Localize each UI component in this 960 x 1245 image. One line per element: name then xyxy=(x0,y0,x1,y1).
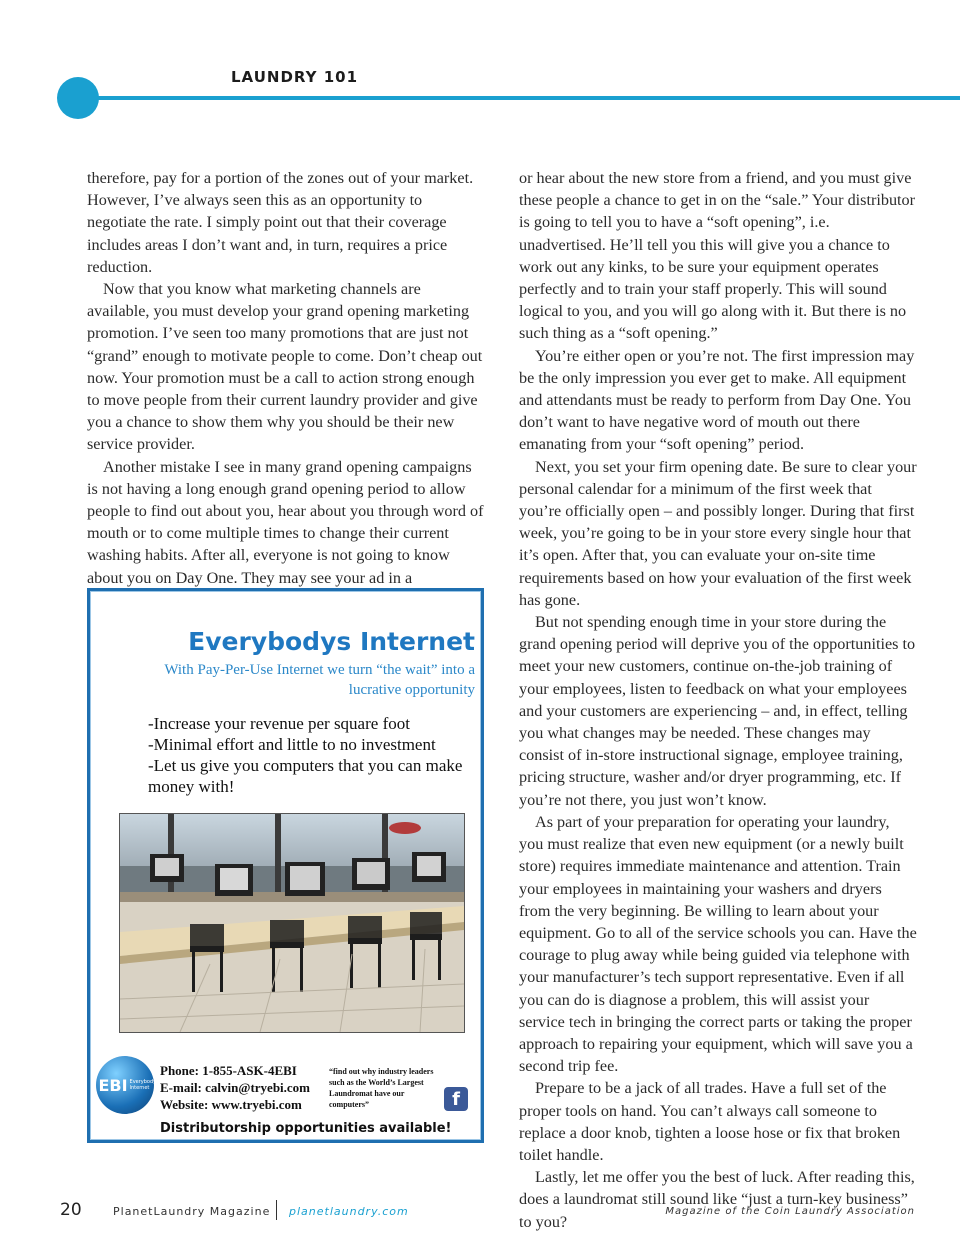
left-article-column xyxy=(87,167,485,611)
ad-distributorship-callout: Distributorship opportunities available! xyxy=(160,1121,452,1136)
ad-contact-info xyxy=(160,1062,310,1113)
article-paragraph: Another mistake I see in many grand opening campaigns is not having a long enough grand opening period to allow people to find out about you, hear about you through word of mouth or to come multiple times to change their current washing habits. After all, everyone is not going to know about you on Day One. They may see your ad in a xyxy=(87,457,484,587)
article-paragraph: Prepare to be a jack of all trades. Have a full set of the proper tools on hand. You can’t always call someone to replace a door knob, tighten a loose hose or fix that broken toilet handle. xyxy=(519,1079,901,1164)
ad-benefit-item: -Minimal effort and little to no investment xyxy=(148,735,436,754)
ad-phone: Phone: 1-855-ASK-4EBI xyxy=(160,1063,297,1078)
ebi-logo-subtext: Everybodys Internet xyxy=(129,1079,159,1091)
article-paragraph: Lastly, let me offer you the best of luck. After reading this, does a laundromat still sound like “just a turn-key business” to you? xyxy=(519,1168,915,1231)
section-title: LAUNDRY 101 xyxy=(231,68,359,86)
footer-magazine-name: PlanetLaundry Magazine xyxy=(113,1205,271,1218)
header-rule xyxy=(70,96,960,100)
ad-title: Everybodys Internet xyxy=(188,627,475,656)
page-number: 20 xyxy=(60,1200,82,1220)
article-paragraph: therefore, pay for a portion of the zones out of your market. However, I’ve always seen this as an opportunity to negotiate the rate. I simply point out that their coverage includes areas I don’t want and, in turn, requires a price reduction. xyxy=(87,169,474,276)
ad-benefit-item: -Let us give you computers that you can make money with! xyxy=(148,756,463,796)
right-article-column xyxy=(519,167,917,1233)
ad-tagline: With Pay-Per-Use Internet we turn “the wait” into a lucrative opportunity xyxy=(164,662,475,698)
ad-website[interactable]: Website: www.tryebi.com xyxy=(160,1097,302,1112)
advertisement-everybodys-internet[interactable] xyxy=(87,588,484,1143)
ebi-logo-text: EBI xyxy=(98,1075,128,1095)
ad-quote: “find out why industry leaders such as the World’s Largest Laundromat have our computers” xyxy=(329,1067,434,1109)
article-paragraph: As part of your preparation for operating your laundry, you must realize that even new equipment (or a newly built store) requires immediate maintenance and attention. Train your employees in maintaining your washers and dryers from the very beginning. Be willing to learn about your equipment. Go to all of the service schools you can. Have the courage to plug away while being guided via telephone with your manufacturer’s tech support representative. Even if all you can do is diagnose a problem, this will assist your service tech in bringing the correct parts or taking the proper approach to repairing your equipment, which will save you a second trip fee. xyxy=(519,812,917,1076)
ebi-logo xyxy=(96,1056,159,1114)
article-paragraph: Next, you set your firm opening date. Be sure to clear your personal calendar for a minimum of the first week that you’re officially open – and possibly longer. During that first week, you’re going to be in your store every single hour that it’s open. After that, you can evaluate your on-site time requirements based on how your evaluation of the first week has gone. xyxy=(519,457,917,609)
footer-association: Magazine of the Coin Laundry Association xyxy=(665,1206,915,1217)
article-paragraph: You’re either open or you’re not. The first impression may be the only impression you ever get to make. All equipment and attendants must be ready to perform from Day One. You don’t want to have negative word of mouth out there emanating from your “soft opening” period. xyxy=(519,346,915,454)
ad-photo-computer-stations xyxy=(119,813,465,1033)
facebook-icon[interactable]: f xyxy=(444,1087,468,1111)
article-paragraph: or hear about the new store from a friend, and you must give these people a chance to get in on the “sale.” Your distributor is going to tell you to have a “soft opening”, i.e. unadvertised. He’ll tell you this will give you a chance to work out any kinks, to be sure your equipment operates perfectly and to train your staff properly. This will sound logical to you, and you will go along with it. But there is no such thing as a “soft opening.” xyxy=(519,169,916,343)
ad-benefit-list xyxy=(148,713,468,797)
article-paragraph: But not spending enough time in your store during the grand opening period will deprive you of the opportunities to meet your new customers, continue on-the-job training of your employees, listen to feedback on what your employees and your customers are experiencing – and, in effect, telling you what changes may be needed. These changes may consist of in-store instructional signage, employee training, pricing structure, washer and/or dryer programming, etc. If you’re not there, you just won’t know. xyxy=(519,613,916,809)
ad-benefit-item: -Increase your revenue per square foot xyxy=(148,714,410,733)
article-paragraph: Now that you know what marketing channels are available, you must develop your grand opening marketing promotion. I’ve seen too many promotions that are just not “grand” enough to motivate people to come. Don’t cheap out now. Your promotion must be a call to action strong enough to move people from their current laundry provider and give you a chance to show them why you should be their new service provider. xyxy=(87,280,483,454)
header-circle-accent xyxy=(57,77,99,119)
footer-divider xyxy=(276,1200,277,1220)
footer-website-link[interactable]: planetlaundry.com xyxy=(289,1205,409,1218)
ad-email[interactable]: E-mail: calvin@tryebi.com xyxy=(160,1080,311,1095)
